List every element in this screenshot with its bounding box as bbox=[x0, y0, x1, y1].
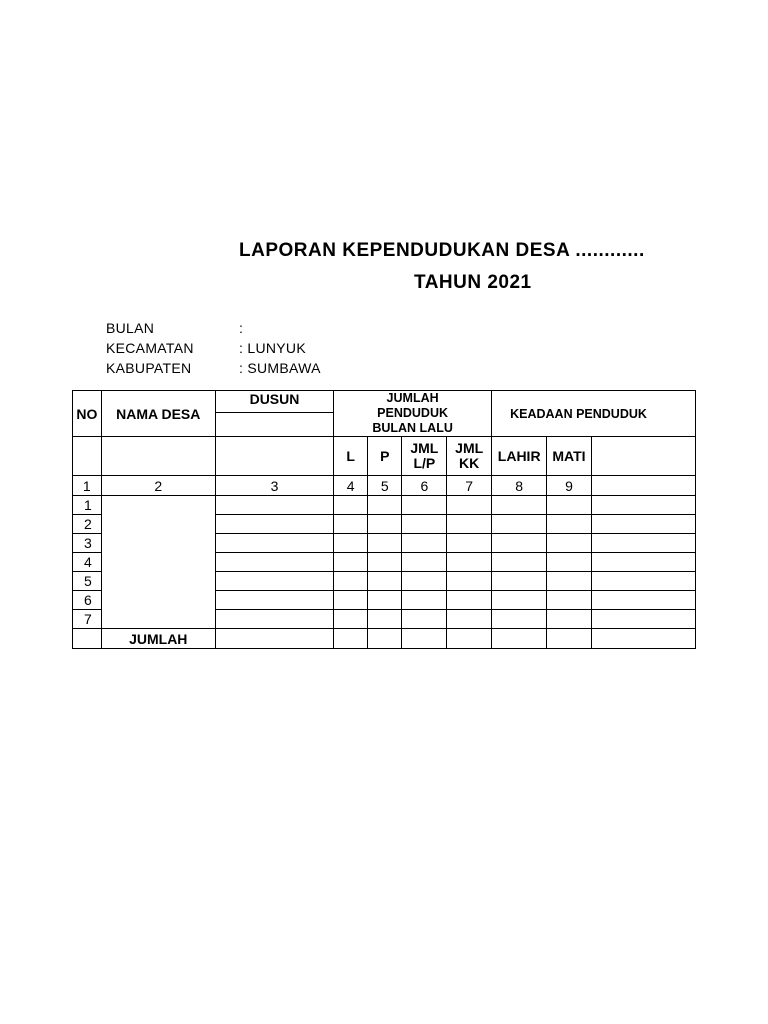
report-table-viewport bbox=[72, 390, 696, 650]
total-cell bbox=[591, 629, 695, 649]
table-cell bbox=[215, 496, 333, 515]
table-cell bbox=[492, 515, 547, 534]
table-cell bbox=[447, 515, 492, 534]
report-table bbox=[72, 390, 696, 649]
table-cell bbox=[447, 572, 492, 591]
row-number: 7 bbox=[73, 610, 102, 629]
report-title: LAPORAN KEPENDUDUKAN DESA ............ bbox=[239, 240, 645, 261]
header-jumlah-penduduk: JUMLAH PENDUDUK BULAN LALU bbox=[334, 391, 492, 437]
row-number: 4 bbox=[73, 553, 102, 572]
table-cell bbox=[215, 591, 333, 610]
table-cell bbox=[547, 515, 591, 534]
table-cell bbox=[402, 496, 447, 515]
total-cell bbox=[547, 629, 591, 649]
table-cell bbox=[591, 515, 695, 534]
row-number: 5 bbox=[73, 572, 102, 591]
table-cell bbox=[492, 553, 547, 572]
table-cell bbox=[402, 591, 447, 610]
column-number: 3 bbox=[215, 476, 333, 496]
table-cell bbox=[215, 572, 333, 591]
table-cell bbox=[547, 610, 591, 629]
total-cell bbox=[368, 629, 402, 649]
table-cell bbox=[591, 553, 695, 572]
header-blank-nama bbox=[101, 437, 215, 476]
table-cell bbox=[547, 572, 591, 591]
column-number: 5 bbox=[368, 476, 402, 496]
table-cell bbox=[591, 534, 695, 553]
column-number: 1 bbox=[73, 476, 102, 496]
table-cell bbox=[368, 496, 402, 515]
table-cell bbox=[334, 515, 368, 534]
column-number: 2 bbox=[101, 476, 215, 496]
column-number-next bbox=[591, 476, 695, 496]
table-cell bbox=[368, 572, 402, 591]
table-cell bbox=[492, 591, 547, 610]
table-cell bbox=[402, 534, 447, 553]
table-cell bbox=[547, 496, 591, 515]
header-p: P bbox=[368, 437, 402, 476]
header-blank-no bbox=[73, 437, 102, 476]
table-cell bbox=[447, 591, 492, 610]
table-cell bbox=[447, 610, 492, 629]
table-cell bbox=[492, 610, 547, 629]
table-cell bbox=[215, 515, 333, 534]
total-cell bbox=[492, 629, 547, 649]
report-year: TAHUN 2021 bbox=[414, 272, 532, 293]
header-nama-desa: NAMA DESA bbox=[101, 391, 215, 437]
table-cell bbox=[215, 553, 333, 572]
table-cell bbox=[492, 534, 547, 553]
row-number: 6 bbox=[73, 591, 102, 610]
column-number: 6 bbox=[402, 476, 447, 496]
info-value-kecamatan: : LUNYUK bbox=[239, 340, 306, 356]
row-number: 3 bbox=[73, 534, 102, 553]
header-mati: MATI bbox=[547, 437, 591, 476]
column-number: 9 bbox=[547, 476, 591, 496]
table-cell bbox=[447, 496, 492, 515]
table-cell bbox=[547, 534, 591, 553]
column-number: 8 bbox=[492, 476, 547, 496]
header-dusun: DUSUN bbox=[215, 391, 333, 413]
table-cell bbox=[368, 591, 402, 610]
table-cell bbox=[591, 610, 695, 629]
total-row-blank bbox=[73, 629, 102, 649]
column-number: 7 bbox=[447, 476, 492, 496]
table-cell bbox=[334, 534, 368, 553]
header-next bbox=[591, 437, 695, 476]
table-cell bbox=[402, 553, 447, 572]
header-jml-kk: JML KK bbox=[447, 437, 492, 476]
table-cell bbox=[215, 534, 333, 553]
nama-desa-cell bbox=[101, 496, 215, 629]
table-cell bbox=[402, 515, 447, 534]
column-number: 4 bbox=[334, 476, 368, 496]
header-l: L bbox=[334, 437, 368, 476]
table-cell bbox=[402, 572, 447, 591]
table-cell bbox=[334, 610, 368, 629]
row-number: 1 bbox=[73, 496, 102, 515]
table-cell bbox=[368, 553, 402, 572]
table-cell bbox=[591, 496, 695, 515]
header-lahir: LAHIR bbox=[492, 437, 547, 476]
table-cell bbox=[368, 534, 402, 553]
table-cell bbox=[334, 496, 368, 515]
info-label-kabupaten: KABUPATEN bbox=[106, 360, 192, 376]
table-cell bbox=[547, 591, 591, 610]
table-cell bbox=[447, 553, 492, 572]
total-label: JUMLAH bbox=[101, 629, 215, 649]
header-blank-dusun bbox=[215, 437, 333, 476]
total-cell bbox=[402, 629, 447, 649]
info-value-kabupaten: : SUMBAWA bbox=[239, 360, 321, 376]
table-cell bbox=[547, 553, 591, 572]
info-value-bulan: : bbox=[239, 320, 244, 336]
table-cell bbox=[447, 534, 492, 553]
header-keadaan-penduduk: KEADAAN PENDUDUK bbox=[492, 391, 696, 437]
total-cell bbox=[447, 629, 492, 649]
table-cell bbox=[334, 553, 368, 572]
table-cell bbox=[334, 591, 368, 610]
info-label-bulan: BULAN bbox=[106, 320, 155, 336]
total-cell bbox=[215, 629, 333, 649]
header-dusun-sub bbox=[215, 413, 333, 437]
table-cell bbox=[334, 572, 368, 591]
header-no: NO bbox=[73, 391, 102, 437]
table-cell bbox=[591, 572, 695, 591]
row-number: 2 bbox=[73, 515, 102, 534]
table-cell bbox=[591, 591, 695, 610]
header-jml-lp: JML L/P bbox=[402, 437, 447, 476]
table-cell bbox=[215, 610, 333, 629]
table-cell bbox=[368, 610, 402, 629]
table-cell bbox=[402, 610, 447, 629]
table-cell bbox=[368, 515, 402, 534]
total-cell bbox=[334, 629, 368, 649]
table-cell bbox=[492, 496, 547, 515]
info-label-kecamatan: KECAMATAN bbox=[106, 340, 194, 356]
table-cell bbox=[492, 572, 547, 591]
